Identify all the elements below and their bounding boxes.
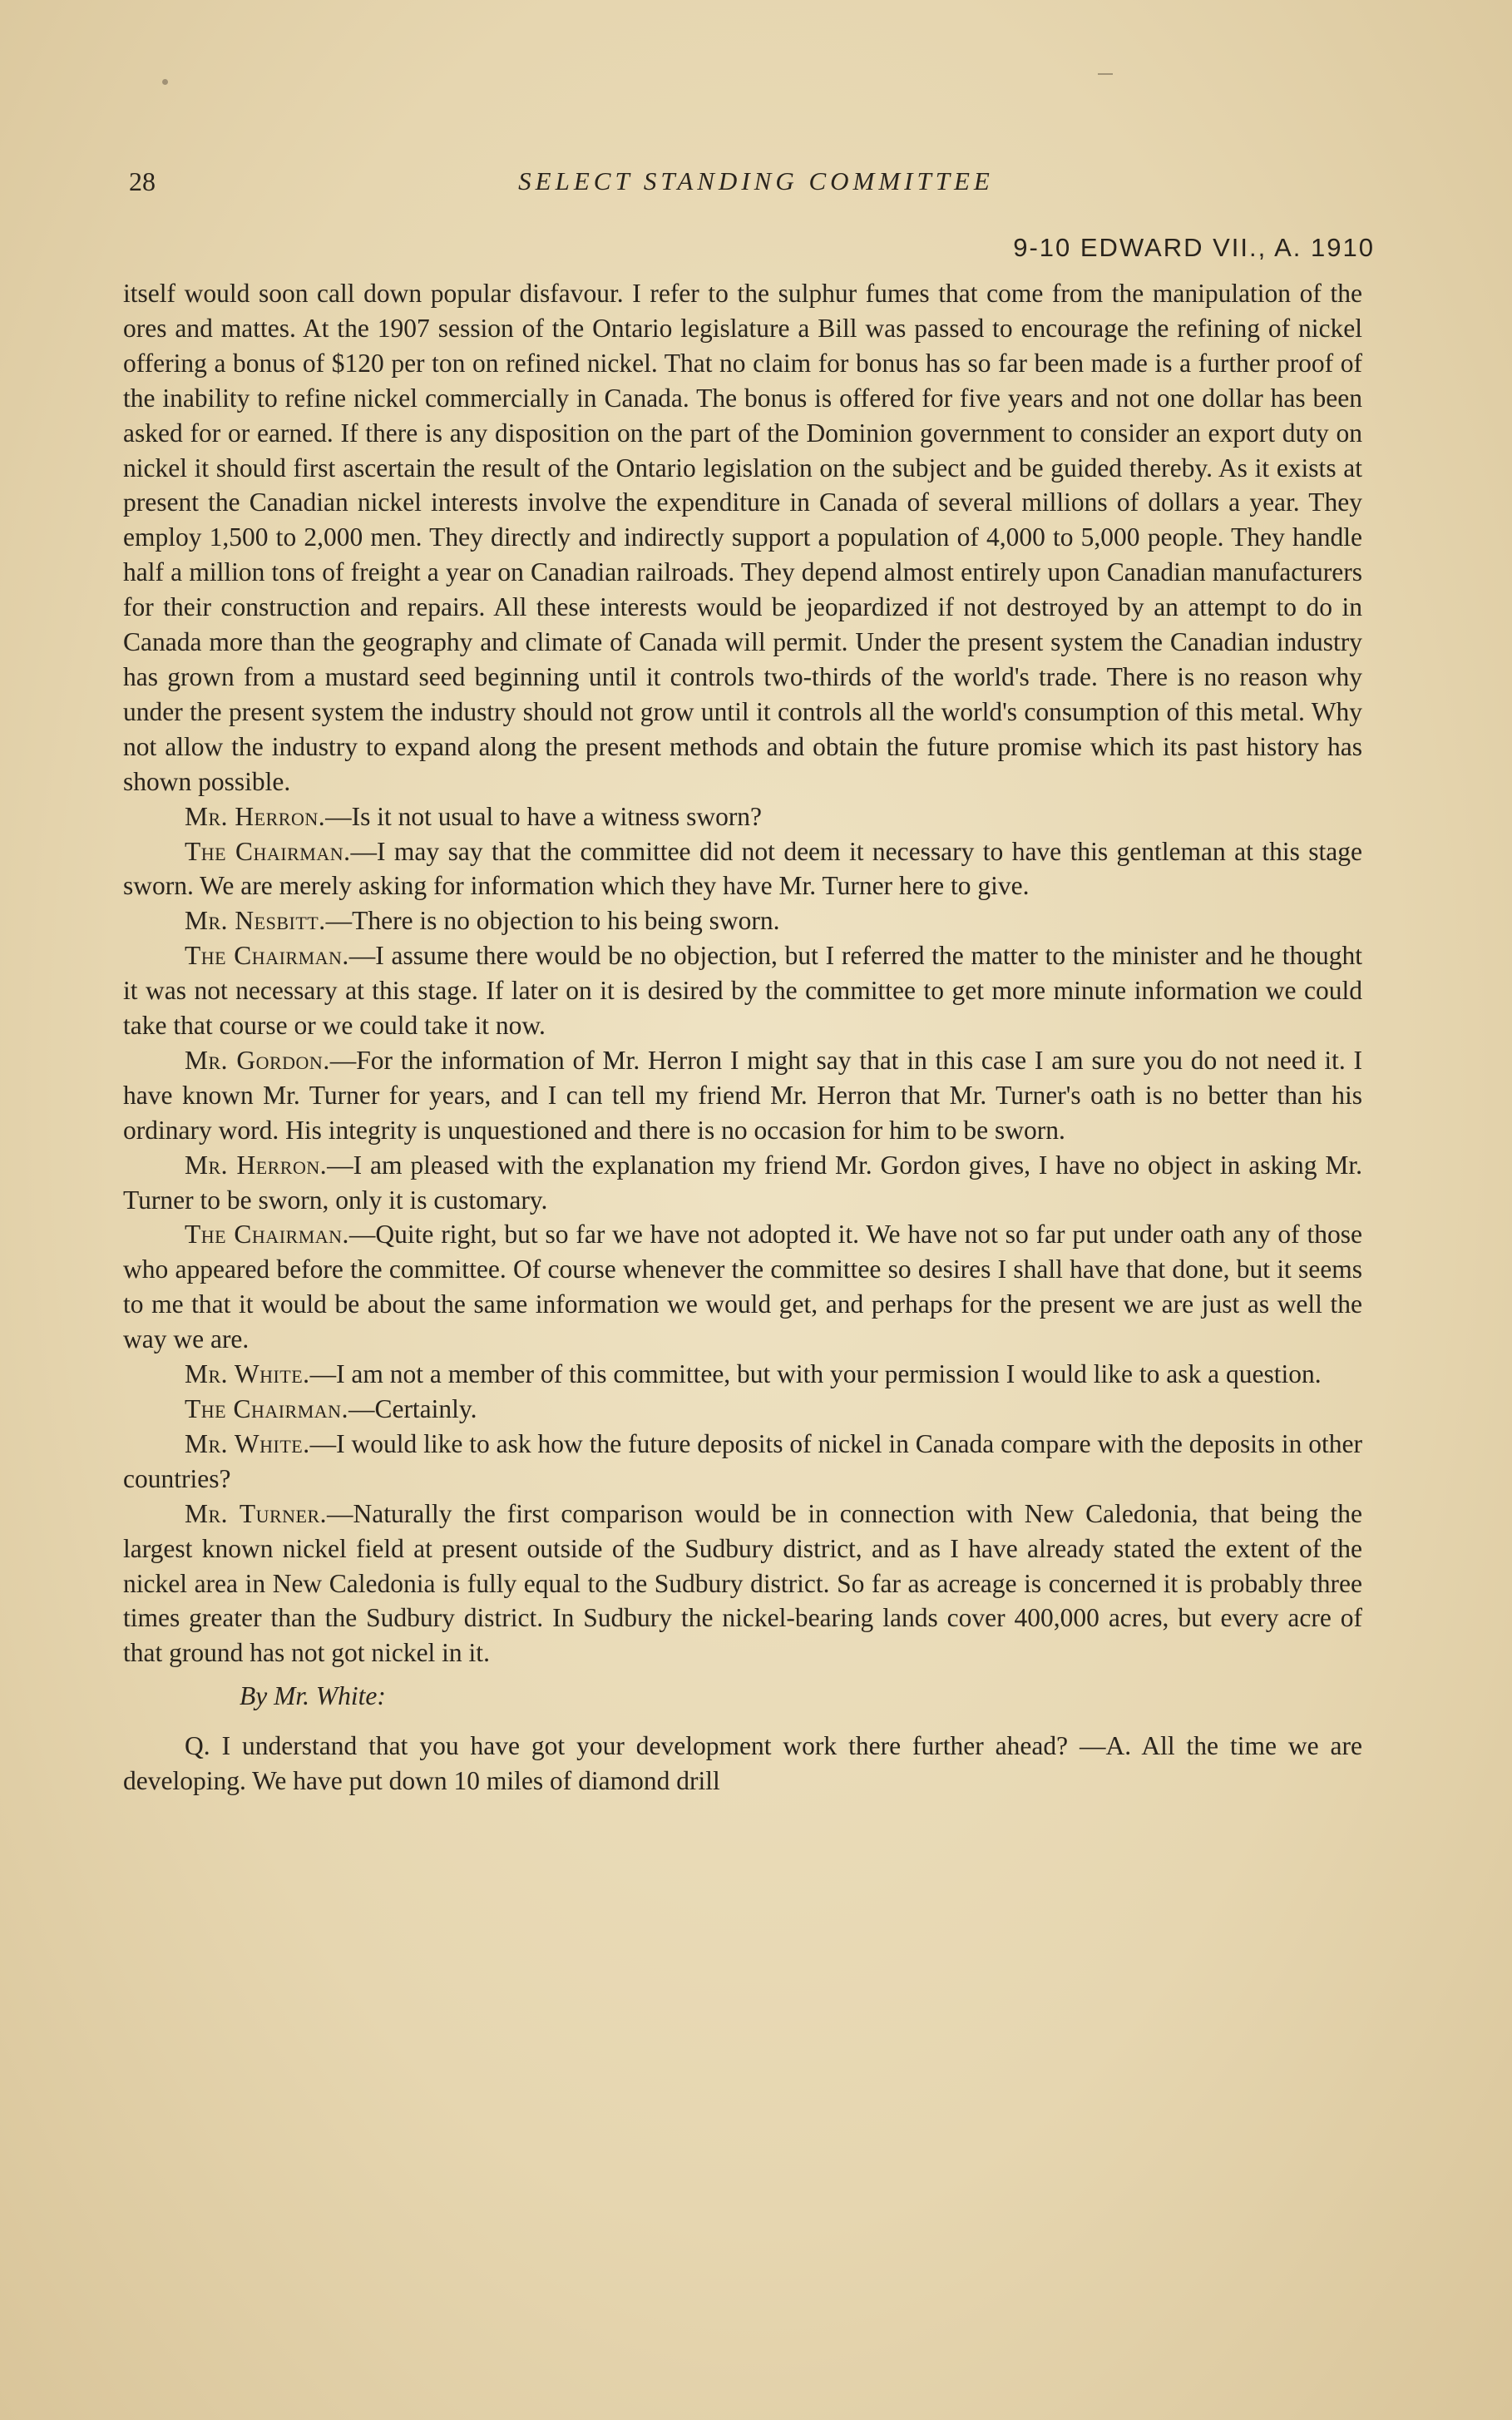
speech-text: —There is no objection to his being sworn.	[325, 906, 780, 936]
speech-text: —I am not a member of this committee, but with your permission I would like to ask a question.	[309, 1359, 1322, 1389]
paragraph	[123, 1357, 1362, 1392]
speaker-name: Mr. White.	[185, 1428, 310, 1458]
running-head: SELECT STANDING COMMITTEE	[518, 166, 994, 195]
paragraph	[123, 799, 1362, 834]
speaker-name: Mr. Herron.	[185, 801, 326, 831]
speech-text: —For the information of Mr. Herron I might say that in this case I am sure you do not need it. I have known Mr. Turner for years, and I can tell my friend Mr. Herron that Mr. Turner's oath is no better than his ordinary word. His integrity is unquestioned and there is no occasion for him to be sworn.	[123, 1045, 1363, 1145]
body-text	[123, 276, 1362, 1799]
examiner-subhead: By Mr. White:	[240, 1681, 386, 1711]
ink-dash	[1098, 73, 1113, 75]
speech-text: —Certainly.	[348, 1394, 477, 1423]
speaker-name: Mr. Gordon.	[185, 1045, 330, 1075]
speech-text: —I may say that the committee did not deem it necessary to have this gentleman at this stage sworn. We are merely asking for information which they have Mr. Turner here to give.	[123, 836, 1362, 901]
speech-text: —I am pleased with the explanation my friend Mr. Gordon gives, I have no object in asking Mr. Turner to be sworn, only it is customary.	[123, 1150, 1362, 1215]
page-number: 28	[129, 166, 156, 196]
speech-text: —I would like to ask how the future deposits of nickel in Canada compare with the deposits in other countries?	[123, 1428, 1363, 1493]
ink-speck	[162, 79, 168, 85]
paragraph	[123, 1148, 1362, 1218]
session-label: 9-10 EDWARD VII., A. 1910	[1013, 233, 1375, 262]
speech-text: —I assume there would be no objection, but I referred the matter to the minister and he thought it was not necessary at this stage. If later on it is desired by the committee to get more minute information we could take that course or we could take it now.	[123, 941, 1362, 1041]
speech-text: —Is it not usual to have a witness sworn?	[325, 801, 763, 831]
speaker-name: The Chairman.	[185, 836, 351, 866]
question-answer: Q. I understand that you have got your development work there further ahead? —A. All the time we are developing. We have put down 10 miles of diamond drill	[123, 1731, 1362, 1796]
paragraph	[123, 1217, 1362, 1357]
paragraph	[123, 938, 1362, 1043]
paragraph	[123, 1043, 1362, 1148]
speaker-name: Mr. Turner.	[185, 1498, 328, 1528]
paragraph	[123, 834, 1362, 904]
speech-text: —Naturally the first comparison would be in connection with New Caledonia, that being the largest known nickel field at present outside of the Sudbury district, and as I have already stated the extent of the nickel area in New Caledonia is fully equal to the Sudbury district. So far as acreage is concerned it is probably three times greater than the Sudbury district. In Sudbury the nickel-bearing lands cover 400,000 acres, but every acre of that ground has not got nickel in it.	[123, 1498, 1362, 1668]
speaker-name: The Chairman.	[185, 941, 349, 971]
paragraph	[123, 1497, 1362, 1671]
speaker-name: Mr. White.	[185, 1359, 310, 1389]
paragraph	[123, 903, 1362, 938]
speaker-name: Mr. Herron.	[185, 1150, 328, 1180]
speaker-name: The Chairman.	[185, 1220, 349, 1250]
speaker-name: The Chairman.	[185, 1394, 348, 1423]
paragraph	[123, 1427, 1362, 1497]
speech-text: —Quite right, but so far we have not adopted it. We have not so far put under oath any of those who appeared before the committee. Of course whenever the committee so desires I shall have that done, but it seems to me that it would be about the same information we would get, and perhaps for the present we are just as well the way we are.	[123, 1220, 1362, 1354]
speaker-name: Mr. Nesbitt.	[185, 906, 326, 936]
paragraph: itself would soon call down popular disfavour. I refer to the sulphur fumes that come from the manipulation of the ores and mattes. At the 1907 session of the Ontario legislature a Bill was passed to encourage the refining of nickel offering a bonus of $120 per ton on refined nickel. That no claim for bonus has so far been made is a further proof of the inability to refine nickel commercially in Canada. The bonus is offered for five years and not one dollar has been asked for or earned. If there is any disposition on the part of the Dominion government to consider an export duty on nickel it should first ascertain the result of the Ontario legislation on the subject and be guided thereby. As it exists at present the Canadian nickel interests involve the expenditure in Canada of several millions of dollars a year. They employ 1,500 to 2,000 men. They directly and indirectly support a population of 4,000 to 5,000 people. They handle half a million tons of freight a year on Canadian railroads. They depend almost entirely upon Canadian manufacturers for their construction and repairs. All these interests would be jeopardized if not destroyed by an attempt to do in Canada more than the geography and climate of Canada will permit. Under the present system the Canadian industry has grown from a mustard seed beginning until it controls two-thirds of the world's trade. There is no reason why under the present system the industry should not grow until it controls all the world's consumption of this metal. Why not allow the industry to expand along the present methods and obtain the future promise which its past history has shown possible.	[123, 279, 1362, 796]
paragraph	[123, 1392, 1362, 1427]
